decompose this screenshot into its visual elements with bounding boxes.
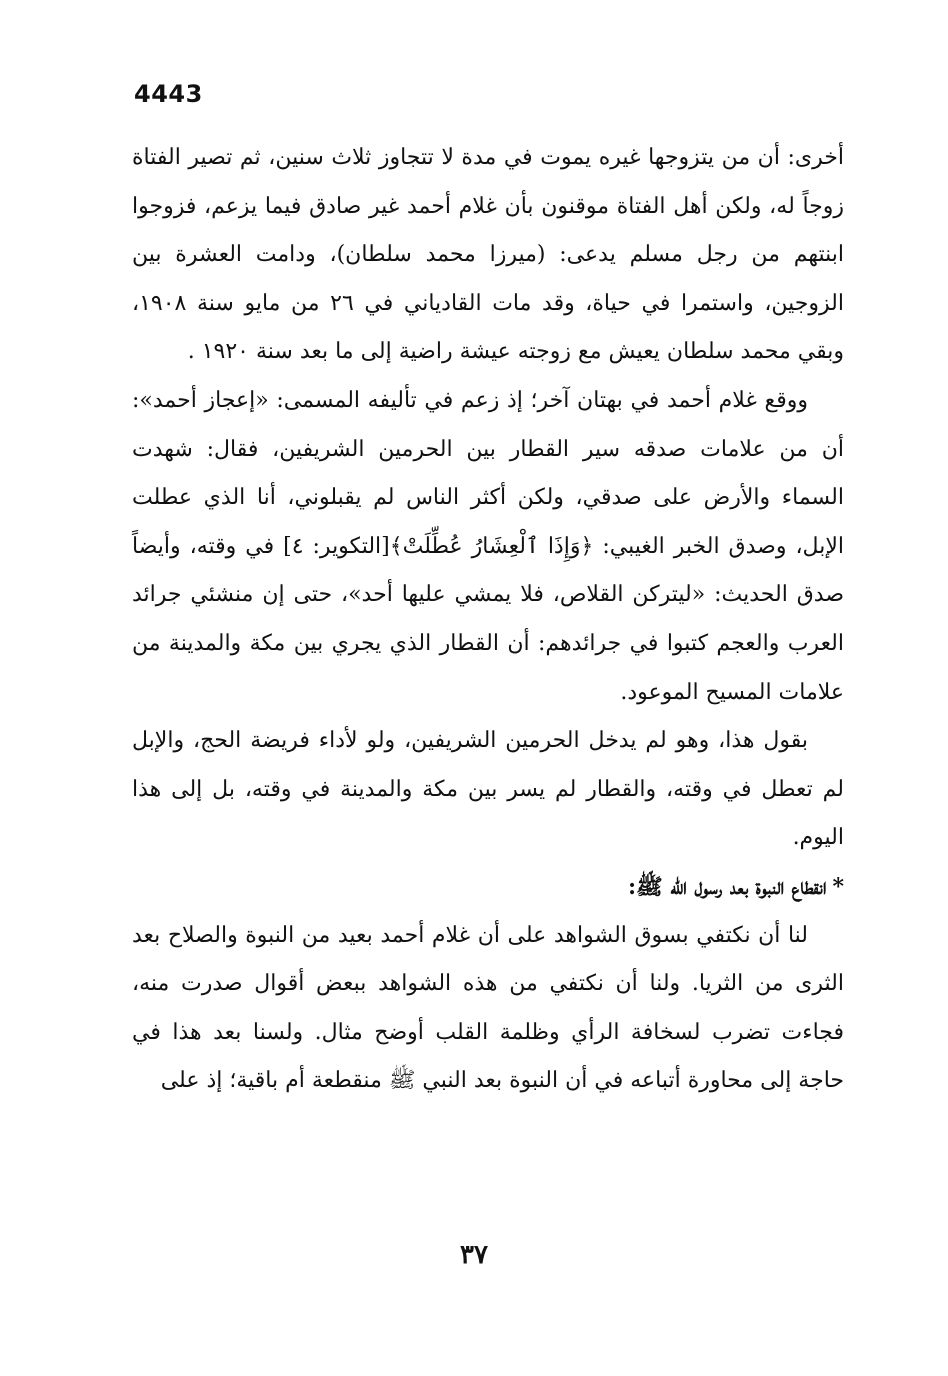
section-heading bbox=[132, 863, 844, 912]
paragraph-1: أخرى: أن من يتزوجها غيره يموت في مدة لا تتجاوز ثلاث سنين، ثم تصير الفتاة زوجاً له، ولكن أهل الفتاة موقنون بأن غلام أحمد غير صادق فيما يزعم، فزوجوا ابنتهم من رجل مسلم يدعى: (ميرزا محمد سلطان)، ودامت العشرة بين الزوجين، واستمرا في حياة، وقد مات القادياني في ٢٦ من مايو سنة ١٩٠٨، وبقي محمد سلطان يعيش مع زوجته عيشة راضية إلى ما بعد سنة ١٩٢٠ . bbox=[132, 145, 844, 365]
page-body bbox=[132, 134, 844, 1106]
paragraph-4: لنا أن نكتفي بسوق الشواهد على أن غلام أحمد بعيد من النبوة والصلاح بعد الثرى من الثريا. ولنا أن نكتفي من هذه الشواهد ببعض أقوال صدرت منه، فجاءت تضرب لسخافة الرأي وظلمة القلب أوضح مثال. ولسنا بعد هذا في حاجة إلى محاورة أتباعه في أن النبوة بعد النبي ﷺ منقطعة أم باقية؛ إذ على bbox=[132, 922, 844, 1094]
section-heading-text: انقطاع النبوة بعد رسول الله ﷺ: bbox=[628, 873, 827, 900]
paragraph-2: ووقع غلام أحمد في بهتان آخر؛ إذ زعم في تأليفه المسمى: «إعجاز أحمد»: أن من علامات صدقه سير القطار بين الحرمين الشريفين، فقال: شهدت السماء والأرض على صدقي، ولكن أكثر الناس لم يقبلوني، أنا الذي عطلت الإبل، وصدق الخبر الغيبي: ﴿وَإِذَا ٱلْعِشَارُ عُطِّلَتْ﴾[التكوير: ٤] في وقته، وأيضاً صدق الحديث: «ليتركن القلاص، فلا يمشي عليها أحد»، حتى إن منشئي جرائد العرب والعجم كتبوا في جرائدهم: أن القطار الذي يجري بين مكة والمدينة من علامات المسيح الموعود. bbox=[132, 387, 844, 705]
page-number: ٣٧ bbox=[460, 1240, 488, 1270]
heading-marker: * bbox=[832, 873, 844, 900]
page-code: 4443 bbox=[134, 80, 203, 108]
paragraph-3: بقول هذا، وهو لم يدخل الحرمين الشريفين، ولو لأداء فريضة الحج، والإبل لم تعطل في وقته، والقطار لم يسر بين مكة والمدينة في وقته، بل إلى هذا اليوم. bbox=[132, 728, 844, 851]
